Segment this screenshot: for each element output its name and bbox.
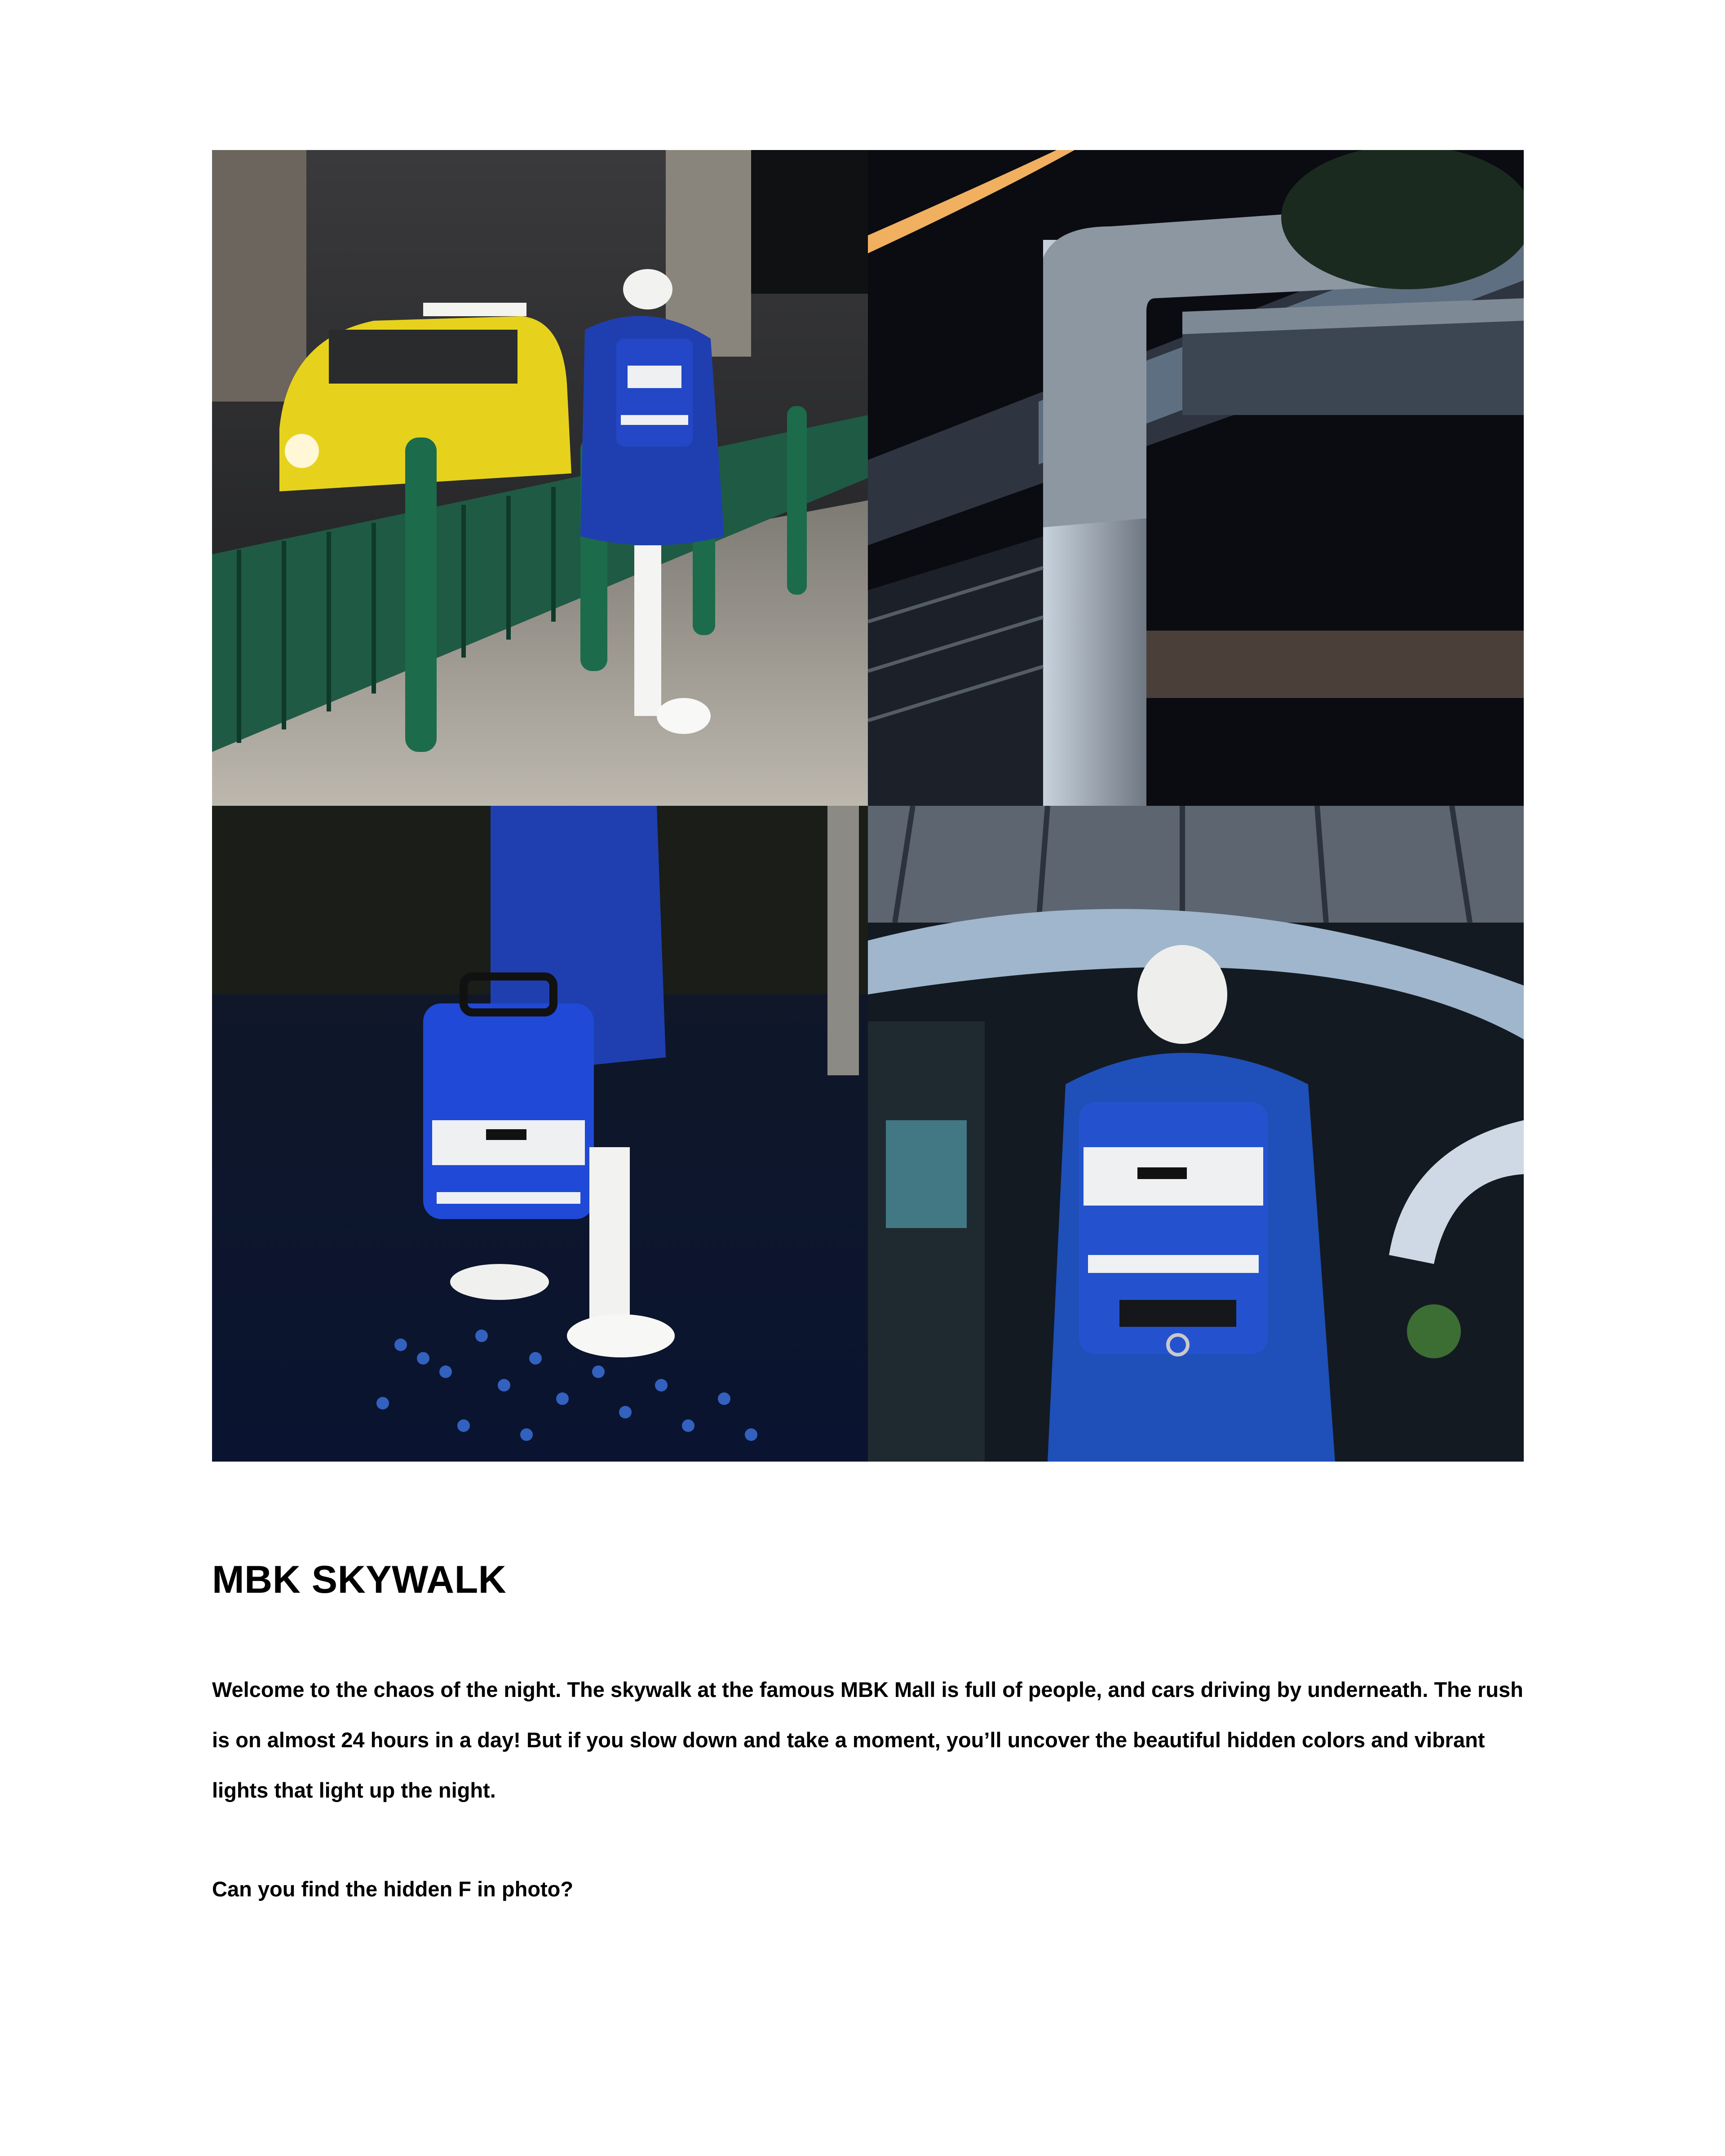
photo-skytrain-structure[interactable] bbox=[868, 150, 1524, 806]
article-question: Can you find the hidden F in photo? bbox=[212, 1877, 574, 1901]
photo-backpack-skywalk[interactable] bbox=[868, 806, 1524, 1462]
photo-skytrain-structure-image bbox=[868, 150, 1524, 806]
photo-backpack-skywalk-image bbox=[868, 806, 1524, 1462]
photo-walking-sidewalk-image bbox=[212, 150, 868, 806]
photo-bag-reflection-image bbox=[212, 806, 868, 1462]
photo-bag-reflection[interactable] bbox=[212, 806, 868, 1462]
photo-walking-sidewalk[interactable] bbox=[212, 150, 868, 806]
article-title: MBK SKYWALK bbox=[212, 1558, 507, 1601]
article-body: Welcome to the chaos of the night. The skywalk at the famous MBK Mall is full of people, and cars driving by underneath. The rush is on almost 24 hours in a day! But if you slow down and take a moment, you’ll uncover the beautiful hidden colors and vibrant lights that light up the night. bbox=[212, 1678, 1523, 1802]
photo-grid bbox=[212, 150, 1524, 1462]
